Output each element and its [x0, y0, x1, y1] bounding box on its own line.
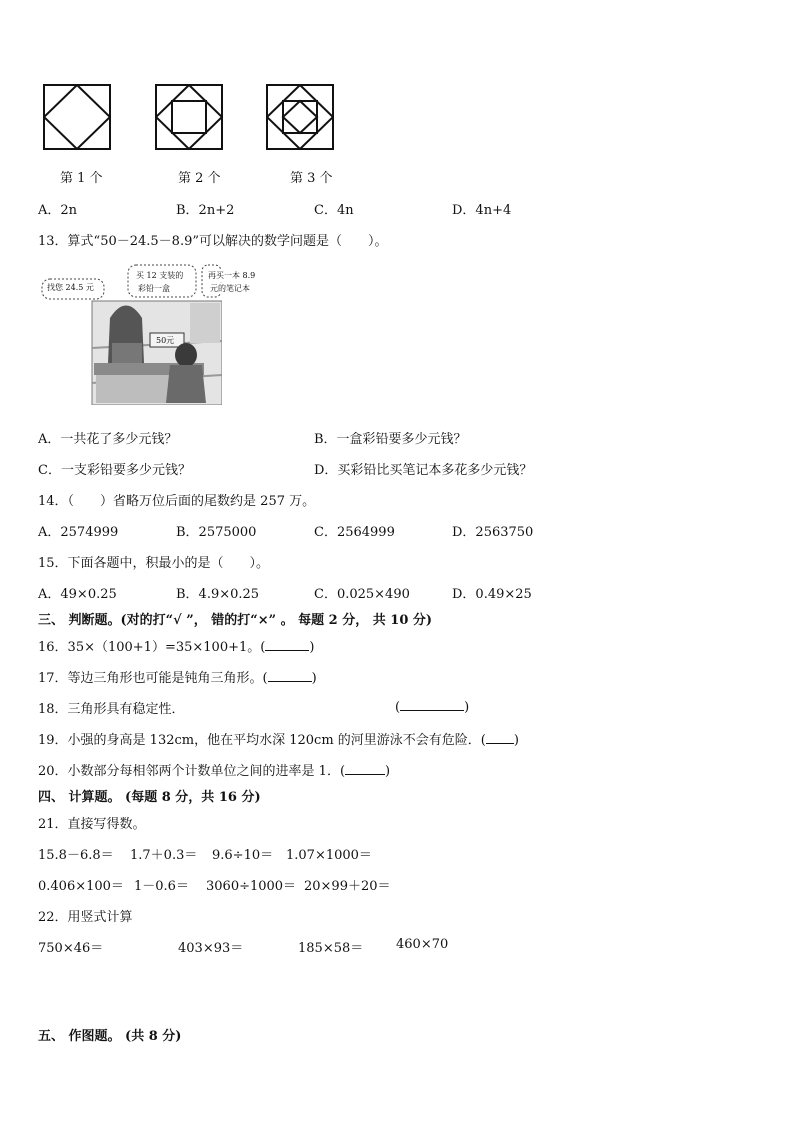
section-3-heading: 三、 判断题。(对的打“√ ”， 错的打“×” 。 每题 2 分， 共 10 分): [38, 613, 433, 628]
pattern-figure-3: [266, 84, 334, 150]
answer-blank-19[interactable]: [486, 731, 514, 744]
q21-r1-c3: 9.6÷10＝: [212, 848, 274, 863]
answer-blank-18[interactable]: [400, 698, 464, 711]
judgement-17: [38, 667, 317, 686]
q14-option-a: A．2574999: [38, 525, 119, 540]
section-4-heading: 四、 计算题。 (每题 8 分，共 16 分): [38, 790, 261, 805]
q22-c1: 750×46＝: [38, 941, 104, 956]
q21-r2-c2: 1－0.6＝: [134, 879, 189, 894]
figure-caption-1: 第 1 个: [60, 171, 103, 186]
pattern-figure-1: [43, 84, 111, 150]
q13-option-a: A．一共花了多少元钱？: [38, 432, 178, 447]
q13-option-d: D．买彩铅比买笔记本多花多少元钱？: [314, 463, 533, 478]
q12-option-b: B．2n+2: [176, 203, 235, 218]
q13-option-b: B．一盒彩铅要多少元钱？: [314, 432, 467, 447]
judgement-16-close: ): [309, 640, 315, 655]
answer-blank-17[interactable]: [268, 669, 312, 682]
bubble-change: 找您 24.5 元: [47, 283, 94, 292]
q21-r2-c4: 20×99＋20＝: [304, 879, 391, 894]
q12-option-d: D．4n+4: [452, 203, 512, 218]
judgement-19-close: ): [513, 733, 519, 748]
bubble-notebook-line1: 再买一本 8.9: [208, 271, 256, 280]
q13-option-c: C．一支彩铅要多少元钱？: [38, 463, 191, 478]
q21-stem: 21．直接写得数。: [38, 817, 146, 832]
judgement-16-text: 16．35×（100+1）=35×100+1。(: [38, 640, 266, 655]
q15-option-d: D．0.49×25: [452, 587, 532, 602]
judgement-20-close: ): [385, 764, 391, 779]
judgement-20: [38, 760, 390, 779]
section-5-heading: 五、 作图题。 (共 8 分): [38, 1029, 182, 1044]
answer-blank-20[interactable]: [345, 762, 385, 775]
bubble-pencils-line1: 买 12 支装的: [136, 271, 184, 280]
figure-caption-2: 第 2 个: [178, 171, 221, 186]
answer-blank-16[interactable]: [265, 638, 309, 651]
bill-label: 50元: [156, 336, 175, 345]
judgement-20-text: 20．小数部分每相邻两个计数单位之间的进率是 1．(: [38, 764, 346, 779]
judgement-18-bracket: [395, 698, 469, 715]
q22-stem: 22．用竖式计算: [38, 910, 133, 925]
judgement-18: [38, 698, 185, 717]
q15-option-c: C．0.025×490: [314, 587, 410, 602]
q15-option-b: B．4.9×0.25: [176, 587, 260, 602]
q15-stem: 15．下面各题中，积最小的是（ ）。: [38, 556, 270, 571]
bubble-pencils-line2: 彩铅一盒: [138, 284, 170, 293]
q21-r1-c4: 1.07×1000＝: [286, 848, 372, 863]
q12-option-c: C．4n: [314, 203, 354, 218]
q14-stem: 14．（ ）省略万位后面的尾数约是 257 万。: [38, 494, 316, 509]
q14-option-c: C．2564999: [314, 525, 395, 540]
q14-option-b: B．2575000: [176, 525, 257, 540]
q13-stem: 13．算式“50－24.5－8.9”可以解决的数学问题是（ ）。: [38, 234, 388, 249]
figure-caption-3: 第 3 个: [290, 171, 333, 186]
judgement-19: [38, 729, 519, 748]
judgement-18-close: ): [464, 700, 470, 715]
q22-c4: 460×70: [396, 937, 449, 952]
judgement-17-text: 17．等边三角形也可能是钝角三角形。(: [38, 671, 268, 686]
q21-r1-c2: 1.7＋0.3＝: [130, 848, 198, 863]
q22-c2: 403×93＝: [178, 941, 244, 956]
judgement-18-text: 18．三角形具有稳定性．: [38, 702, 185, 717]
q12-option-a: A．2n: [38, 203, 78, 218]
q21-r1-c1: 15.8－6.8＝: [38, 848, 114, 863]
judgement-19-text: 19．小强的身高是 132cm，他在平均水深 120cm 的河里游泳不会有危险．(: [38, 733, 486, 748]
bubble-notebook-line2: 元的笔记本: [210, 284, 250, 293]
judgement-17-close: ): [311, 671, 317, 686]
q14-option-d: D．2563750: [452, 525, 534, 540]
q21-r2-c3: 3060÷1000＝: [206, 879, 297, 894]
q21-r2-c1: 0.406×100＝: [38, 879, 124, 894]
pattern-figure-2: [155, 84, 223, 150]
q15-option-a: A．49×0.25: [38, 587, 117, 602]
q22-c3: 185×58＝: [298, 941, 364, 956]
judgement-18-open: (: [395, 700, 401, 715]
judgement-16: [38, 636, 314, 655]
